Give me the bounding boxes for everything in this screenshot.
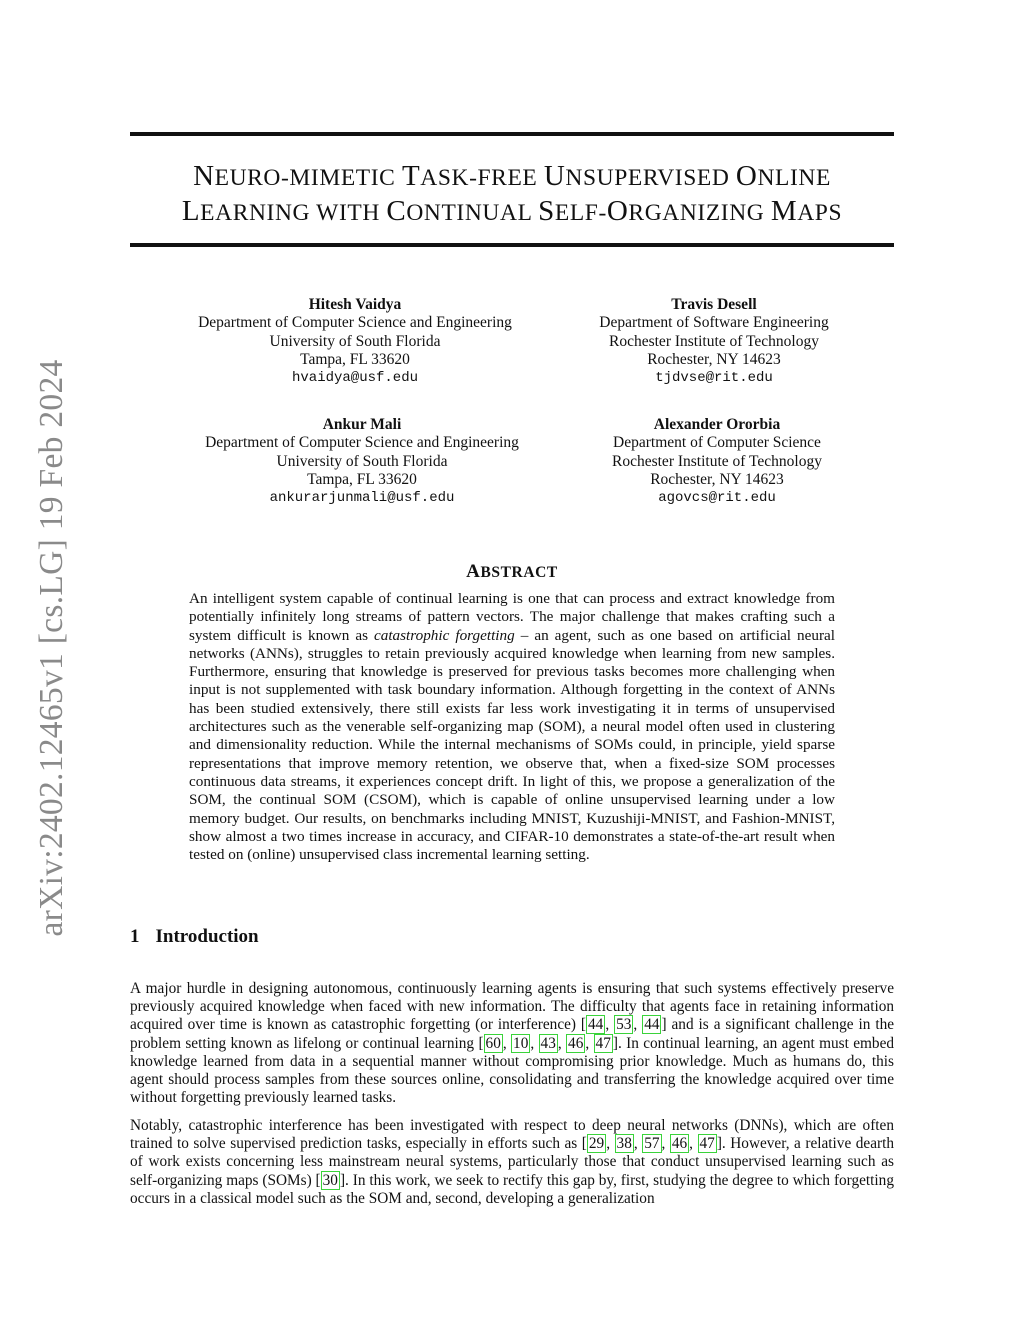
author-institution: Rochester Institute of Technology <box>612 452 822 470</box>
author-block <box>517 416 917 507</box>
title-word-rest: EURO-MIMETIC <box>214 165 402 191</box>
title-line-2 <box>130 195 894 230</box>
author-institution: Rochester Institute of Technology <box>609 332 819 350</box>
title-word-rest: EARNING WITH <box>200 200 387 226</box>
citation-link[interactable]: 47 <box>699 1135 715 1153</box>
paragraph-text: , <box>585 1034 594 1052</box>
author-city: Tampa, FL 33620 <box>300 350 410 368</box>
author-department: Department of Computer Science and Engineering <box>198 314 512 332</box>
citation-link[interactable]: 47 <box>595 1034 611 1052</box>
citation-link[interactable]: 53 <box>616 1016 632 1034</box>
author-block <box>162 416 562 507</box>
author-block <box>514 296 914 387</box>
author-name: Travis Desell <box>671 296 757 313</box>
title-word-rest: RGANIZING <box>628 200 771 226</box>
author-email[interactable]: agovcs@rit.edu <box>658 490 776 507</box>
paragraph-text: Notably, catastrophic interference has been investigated with respect to deep neural networks (DNNs), which are often trained to solve supervised prediction tasks, especially in efforts such as [ <box>130 1117 894 1153</box>
abstract-heading-rest: BSTRACT <box>480 564 558 581</box>
citation-link[interactable]: 46 <box>671 1135 688 1153</box>
abstract-heading <box>130 561 894 583</box>
abstract-text <box>189 590 835 864</box>
paragraph-text: , <box>530 1034 539 1052</box>
citation-link[interactable]: 30 <box>322 1171 338 1189</box>
paragraph-text: , <box>633 1135 643 1153</box>
abstract-emphasis: catastrophic forgetting <box>374 626 515 644</box>
paragraph-text: ]. In this work, we seek to rectify this gap by, first, studying the degree to which forgetting occurs in a classical model such as the SOM and, second, developing a generalization <box>130 1171 894 1207</box>
author-city: Rochester, NY 14623 <box>650 470 784 488</box>
arxiv-stamp: arXiv:2402.12465v1 [cs.LG] 19 Feb 2024 <box>33 359 70 937</box>
author-institution: University of South Florida <box>269 332 441 350</box>
paragraph-text: , <box>605 1016 615 1034</box>
title-word-cap: T <box>401 160 421 192</box>
abstract-heading-cap: A <box>466 561 481 582</box>
section-number: 1 <box>130 926 140 947</box>
paragraph-text: , <box>689 1135 698 1153</box>
abstract-text-before: An intelligent system capable of continual learning is one that can process and extract knowledge from potentially infinitely long streams of pattern vectors. The major challenge that makes crafting such a system difficult is known as <box>189 590 835 644</box>
paragraph-text: , <box>661 1135 670 1153</box>
section-heading <box>130 926 259 948</box>
title-line-1 <box>130 160 894 195</box>
author-email[interactable]: ankurarjunmali@usf.edu <box>269 490 455 507</box>
author-department: Department of Computer Science <box>613 434 821 452</box>
title-word-rest: NLINE <box>757 165 831 191</box>
citation-link[interactable]: 10 <box>513 1034 529 1052</box>
paragraph-text: ]. In continual learning, an agent must embed knowledge learned from data in a sequential manner without compromising prior knowledge. Much as humans do, this agent should process samples from these sources online, consolidating and transferring the knowledge acquired over time without forgetting previously learned tasks. <box>130 1034 895 1107</box>
intro-paragraph-1 <box>130 980 894 1107</box>
author-city: Rochester, NY 14623 <box>647 350 781 368</box>
paragraph-text: ] and is a significant challenge in the problem setting known as lifelong or continual learning [ <box>130 1016 895 1052</box>
title-word-cap: O <box>735 160 758 192</box>
author-email[interactable]: tjdvse@rit.edu <box>655 370 773 387</box>
title-word-rest: NSUPERVISED <box>565 165 736 191</box>
title-word-cap: C <box>386 195 407 227</box>
title-word-rest: ASK-FREE <box>420 165 544 191</box>
author-name: Hitesh Vaidya <box>308 296 402 313</box>
title-word-cap: M <box>770 195 798 227</box>
title-rule-bottom <box>130 243 894 247</box>
paper-title <box>130 160 894 230</box>
title-word-cap: L <box>181 195 201 227</box>
citation-link[interactable]: 46 <box>568 1034 584 1052</box>
section-title: Introduction <box>155 926 259 947</box>
author-block <box>155 296 555 387</box>
paragraph-text: A major hurdle in designing autonomous, continuously learning agents is ensuring that such systems effectively preserve previously acquired knowledge when faced with new information. The difficulty that agents face in retaining information acquired over time is known as catastrophic forgetting (or interference) [ <box>130 980 894 1034</box>
title-word-rest: ELF- <box>554 200 607 226</box>
title-word-rest: ONTINUAL <box>406 200 539 226</box>
citation-link[interactable]: 57 <box>644 1135 660 1153</box>
author-email[interactable]: hvaidya@usf.edu <box>291 370 419 387</box>
abstract-text-after: – an agent, such as one based on artificial neural networks (ANNs), struggles to retain previously acquired knowledge when learning from new samples. Furthermore, ensuring that knowledge is preserved for previous tasks becomes more challenging when input is not supplemented with task boundary information. Although forgetting in the context of ANNs has been studied extensively, there still exists far less work investigating it in terms of unsupervised architectures such as the venerable self-organizing map (SOM), a neural model often used in clustering and dimensionality reduction. While the internal mechanisms of SOMs could, in principle, yield sparse representations that improve memory retention, we observe that, when a fixed-size SOM processes continuous data streams, it experiences concept drift. In light of this, we propose a generalization of the SOM, the continual SOM (CSOM), which is capable of online unsupervised learning under a low memory budget. Our results, on benchmarks including MNIST, Kuzushiji-MNIST, and Fashion-MNIST, show almost a two times increase in accuracy, and CIFAR-10 demonstrates a state-of-the-art result when tested on (online) unsupervised class incremental learning setting. <box>189 626 835 864</box>
paragraph-text: , <box>606 1135 615 1153</box>
citation-link[interactable]: 60 <box>485 1034 501 1052</box>
title-word-cap: S <box>538 195 555 227</box>
paragraph-text: , <box>557 1034 567 1052</box>
title-word-rest: APS <box>797 200 843 226</box>
citation-link[interactable]: 44 <box>588 1016 604 1034</box>
paragraph-text: ]. However, a relative dearth of work exists concerning less mainstream neural systems, particularly those that conduct unsupervised learning such as self-organizing maps (SOMs) [ <box>130 1135 894 1189</box>
author-institution: University of South Florida <box>276 452 448 470</box>
paragraph-text: , <box>633 1016 643 1034</box>
citation-link[interactable]: 44 <box>644 1016 660 1034</box>
citation-link[interactable]: 43 <box>540 1034 556 1052</box>
title-rule-top <box>130 132 894 136</box>
author-name: Alexander Ororbia <box>653 416 781 433</box>
author-name: Ankur Mali <box>322 416 402 433</box>
citation-link[interactable]: 29 <box>588 1135 605 1153</box>
title-word-cap: O <box>606 195 629 227</box>
title-word-cap: N <box>193 160 215 192</box>
paragraph-text: , <box>502 1034 512 1052</box>
author-department: Department of Computer Science and Engineering <box>205 434 519 452</box>
title-word-cap: U <box>543 160 566 192</box>
citation-link[interactable]: 38 <box>616 1135 632 1153</box>
intro-paragraph-2 <box>130 1117 894 1208</box>
author-department: Department of Software Engineering <box>599 314 829 332</box>
author-city: Tampa, FL 33620 <box>307 470 417 488</box>
